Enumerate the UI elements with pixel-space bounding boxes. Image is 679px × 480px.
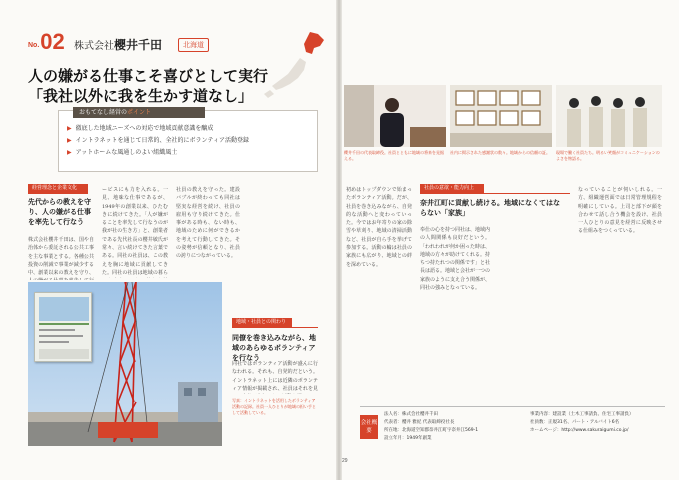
section-rule [420, 193, 570, 194]
company-title [74, 36, 162, 53]
profile-item: 設立年月：1949年創業 [384, 436, 432, 441]
point-item: ▶ イントラネットを通じて日常的、全社的にボランティア活動登録 [67, 135, 249, 147]
left-page [0, 0, 336, 480]
photo-caption-3: 現場で働く社員たち。明るい笑顔がコミュニケーションのよさを物語る。 [556, 150, 660, 161]
section-rule [232, 327, 318, 328]
body-column-2: ービスにも力を入れる。一見、地味な仕事であるが、1949年の創業以来、ひたむきに続けてきた。「人が嫌がることを率先して行なうのが我が社の生き方」と、創業者である先代社長の櫻井敏氏が常々、言い続けてきた言葉である。同社の社員は、この教えを胸に地域に貢献してきた。同社の社員は地域の暮ら [102, 187, 168, 276]
profile-item: 法人名：株式会社櫻井千田 [384, 412, 438, 417]
profile-tag: 会社概要 [360, 415, 378, 439]
points-title [73, 107, 205, 118]
profile-list-right [530, 411, 634, 435]
section-label-growth: 社員の意欲・能力向上 [420, 184, 484, 193]
staff-photo [556, 85, 662, 147]
profile-item: ホームページ：http://www.sakuraigumi.co.jp/ [530, 428, 629, 433]
subheading-philosophy: 先代からの教えを守り、人の嫌がる仕事を率先して行なう [28, 197, 91, 226]
point-item: ▶ 徹底した地域ニーズへの対応で地域貢献意識を醸成 [67, 123, 249, 135]
profile-item: 社員数：正規31名、パート・アルバイト6名 [530, 420, 620, 425]
right-body-column-2: 奉仕の心を持つ同社は、地域内の人間関係も良好だという。「われわれが何か困った時は、地域の方々が助けてくれる。持ちつ持たれつの関係です」と社長は語る。地域と会社が一つの家族のように支え合う関係が、同社の強みとなっている。 [420, 227, 490, 292]
issue-prefix: No. [28, 42, 40, 49]
region-badge: 北海道 [178, 38, 209, 52]
body-column-3b: 同社ではボランティア活動が盛んに行なわれる。それも、自発的だという。イントラネット上には近隣のボランティア情報が掲載され、社員はそれを見 [232, 361, 318, 392]
photo-caption-1: 櫻井千田の代表取締役。社員とともに地域の将来を見据える。 [344, 150, 444, 161]
japan-map-icon [260, 24, 340, 104]
subheading-growth: 奈井江町に貢献し続ける。地域になくてはならない「家族」 [420, 198, 560, 217]
company-profile [360, 406, 665, 446]
right-body-column-3: なっていることが伺いしれる。一方、組織運営面では日常管理規程を明確にしている。上司と部下が顔を合わせて話し合う機会を設け、社員一人ひとりの意見を経営に反映させる仕組みをつくっている。 [578, 187, 662, 235]
photo-caption-2: 社内に掲示された感謝状の数々。地域からの信頼の証。 [450, 150, 550, 155]
issue-number: 02 [40, 29, 65, 54]
point-item: ▶ アットホームな風通しのよい組織風土 [67, 147, 249, 159]
page-number: 29 [342, 458, 348, 464]
photo-caption-left: 写真：イントラネットを活用したボランティア活動の記録。社員一人ひとりが地域の担い手として活動している。 [232, 398, 316, 415]
issue-label [28, 29, 65, 54]
body-column-3: 社員の教えを守った。建設バブルが終わっても同社は堅実な経営を続け、社員の雇用も守り続けてきた。仕事がある時も、ない時も、地域のために何ができるかを考えて行動してきた。その姿勢が信頼となり、社員の誇りにつながっている。 [176, 187, 240, 260]
right-body-column-1: 初めはトップダウンで始まったボランティア活動。だが、社員を巻き込みながら、自発的な活動へと変わっていった。今ではお年寄りの家の除雪や草刈り、地域の清掃活動など、社員が自ら手を挙げて参加する。活動の輪は社員の家族にも広がり、地域との絆を深めている。 [346, 187, 412, 268]
profile-list-left [384, 411, 478, 443]
section-label-community: 地域・社員との関わり [232, 318, 292, 327]
company-name: 櫻井千田 [114, 38, 163, 52]
body-column-1: 株式会社櫻井千田は、国や自治体から委託される公共工事を主な事業とする。各種公共投資の削減で事業が減少する中、創業以来の教えを守り、 [28, 237, 94, 277]
chevron-right-icon: ▶ [67, 149, 72, 156]
chevron-right-icon: ▶ [67, 137, 72, 144]
section-label-philosophy: 経営理念と企業文化 [28, 184, 88, 193]
profile-item: 事業内容：建設業（土木工事請負、住宅工事請負） [530, 412, 634, 417]
certificates-photo [450, 85, 552, 147]
points-title-a: おもてなし経営の [79, 109, 128, 116]
points-title-b: ポイント [127, 109, 152, 116]
chevron-right-icon: ▶ [67, 125, 72, 132]
profile-item: 代表者：櫻井 雅紀 代表取締役社長 [384, 420, 455, 425]
subheading-community: 同僚を巻き込みながら、地域のあらゆるボランティアを行なう [232, 333, 316, 362]
points-box [58, 110, 318, 172]
company-prefix: 株式会社 [74, 41, 114, 52]
right-page [342, 0, 679, 480]
section-rule [28, 193, 88, 194]
brochure-photo [34, 292, 92, 362]
headline [28, 66, 268, 106]
profile-item: 所在地：北海道空知郡奈井江町字奈井江569-1 [384, 428, 479, 433]
points-list [67, 123, 249, 159]
headline-line2: 「我社以外に我を生かす道なし」 [28, 87, 254, 105]
headline-line1: 人の嫌がる仕事こそ喜びとして実行 [28, 67, 269, 85]
president-photo [344, 85, 446, 147]
